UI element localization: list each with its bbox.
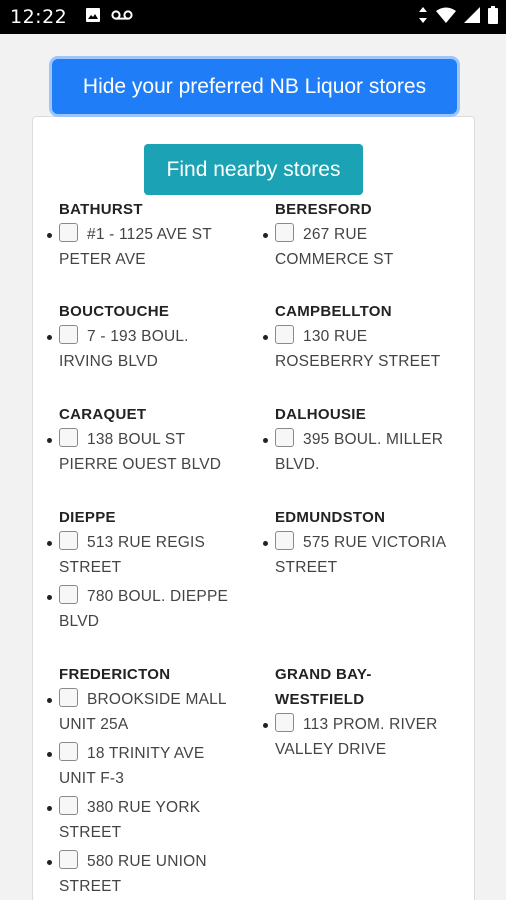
- store-checkbox[interactable]: [59, 325, 78, 344]
- store-checkbox[interactable]: [275, 531, 294, 550]
- city-block-beresford: [275, 197, 475, 272]
- store-address: 513 RUE REGIS STREET: [59, 534, 206, 576]
- store-address: 395 BOUL. MILLER BLVD.: [275, 431, 444, 473]
- data-arrows-icon: [418, 6, 428, 29]
- store-item: [59, 741, 219, 791]
- store-address: 130 RUE ROSEBERRY STREET: [275, 328, 441, 370]
- store-checkbox[interactable]: [275, 428, 294, 447]
- status-time: 12:22: [10, 6, 68, 28]
- city-block-bathurst: [59, 197, 259, 272]
- store-item: [59, 530, 219, 580]
- city-block-dalhousie: [275, 402, 475, 477]
- store-address: 380 RUE YORK STREET: [59, 799, 201, 841]
- city-block-bouctouche: [59, 299, 259, 374]
- status-bar: [0, 0, 506, 34]
- store-address: 7 - 193 BOUL. IRVING BLVD: [59, 328, 189, 370]
- city-block-campbellton: [275, 299, 475, 374]
- battery-icon: [488, 6, 498, 29]
- store-checkbox[interactable]: [275, 325, 294, 344]
- city-name: GRAND BAY-WESTFIELD: [275, 666, 372, 708]
- city-name: EDMUNDSTON: [275, 509, 386, 526]
- store-item: [59, 584, 234, 634]
- store-list: [275, 530, 475, 580]
- store-list: [59, 222, 259, 272]
- store-checkbox[interactable]: [59, 223, 78, 242]
- store-list: [59, 530, 259, 634]
- store-checkbox[interactable]: [59, 796, 78, 815]
- store-item: [59, 222, 259, 272]
- city-name: CAMPBELLTON: [275, 303, 392, 320]
- store-checkbox[interactable]: [275, 713, 294, 732]
- store-item: [275, 530, 460, 580]
- voicemail-icon: [111, 8, 133, 26]
- city-name: DIEPPE: [59, 509, 116, 526]
- store-item: [59, 795, 209, 845]
- store-item: [275, 427, 460, 477]
- store-checkbox[interactable]: [59, 742, 78, 761]
- city-block-caraquet: [59, 402, 259, 477]
- store-list: [275, 712, 475, 762]
- wifi-icon: [436, 7, 456, 28]
- store-address: BROOKSIDE MALL UNIT 25A: [59, 691, 227, 733]
- store-item: [59, 427, 224, 477]
- store-item: [275, 222, 425, 272]
- store-item: [275, 712, 450, 762]
- store-list: [59, 687, 259, 899]
- city-block-grand-bay-westfield: [275, 662, 475, 762]
- store-checkbox[interactable]: [59, 585, 78, 604]
- store-address: 113 PROM. RIVER VALLEY DRIVE: [275, 716, 438, 758]
- store-address: 18 TRINITY AVE UNIT F-3: [59, 745, 205, 787]
- city-block-dieppe: [59, 505, 259, 634]
- find-nearby-stores-button[interactable]: Find nearby stores: [144, 144, 363, 195]
- city-name: BERESFORD: [275, 201, 372, 218]
- store-checkbox[interactable]: [275, 223, 294, 242]
- store-checkbox[interactable]: [59, 531, 78, 550]
- city-block-edmundston: [275, 505, 475, 580]
- store-checkbox[interactable]: [59, 850, 78, 869]
- signal-icon: [464, 7, 480, 28]
- store-list: [59, 427, 259, 477]
- image-icon: [85, 7, 101, 28]
- store-item: [59, 324, 209, 374]
- hide-preferred-stores-button[interactable]: Hide your preferred NB Liquor stores: [52, 59, 457, 114]
- store-checkbox[interactable]: [59, 428, 78, 447]
- city-name: BATHURST: [59, 201, 143, 218]
- city-name: FREDERICTON: [59, 666, 171, 683]
- city-name: BOUCTOUCHE: [59, 303, 170, 320]
- store-item: [275, 324, 445, 374]
- store-address: 780 BOUL. DIEPPE BLVD: [59, 588, 229, 630]
- store-item: [59, 849, 219, 899]
- store-checkbox[interactable]: [59, 688, 78, 707]
- store-address: #1 - 1125 AVE ST PETER AVE: [59, 226, 212, 268]
- store-address: 138 BOUL ST PIERRE OUEST BLVD: [59, 431, 222, 473]
- city-block-fredericton: [59, 662, 259, 899]
- store-address: 580 RUE UNION STREET: [59, 853, 207, 895]
- store-address: 267 RUE COMMERCE ST: [275, 226, 394, 268]
- store-list: [275, 222, 475, 272]
- store-list: [275, 324, 475, 374]
- store-item: [59, 687, 234, 737]
- store-address: 575 RUE VICTORIA STREET: [275, 534, 446, 576]
- store-list: [275, 427, 475, 477]
- city-name: DALHOUSIE: [275, 406, 367, 423]
- store-list: [59, 324, 259, 374]
- city-name: CARAQUET: [59, 406, 147, 423]
